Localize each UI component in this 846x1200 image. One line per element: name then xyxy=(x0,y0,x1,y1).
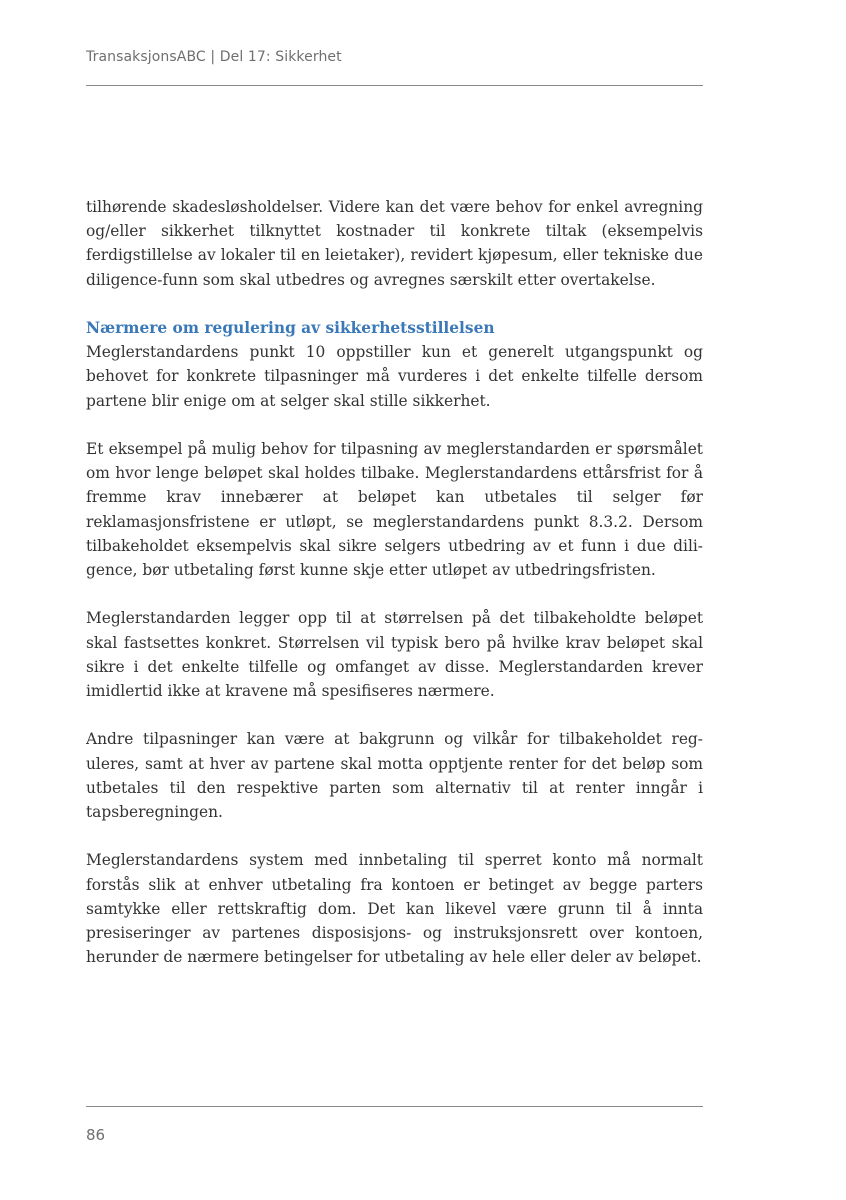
paragraph-1: Meglerstandardens punkt 10 oppstiller kun et generelt utgangspunkt og behovet for konkrete tilpasninger må vurderes i det enkelte tilfelle dersom partene blir enige om at selger skal stille sikkerhet. xyxy=(86,343,703,410)
page-number: 86 xyxy=(86,1126,106,1144)
running-header: TransaksjonsABC | Del 17: Sikkerhet xyxy=(86,49,342,65)
header-divider xyxy=(86,85,703,86)
paragraph-intro: tilhørende skadesløsholdelser. Videre kan det være behov for enkel avregning og/eller sikkerhet tilknyttet kostnader til konkrete tiltak (eksempelvis ferdigstillelse av lokaler til en leietaker), revidert kjøpesum, eller tekniske due diligence-funn som skal utbedres og avregnes særskilt etter overtakelse. xyxy=(86,198,703,289)
paragraph-3: Meglerstandarden legger opp til at størrelsen på det tilbakeholdte beløpet skal fastsettes konkret. Størrelsen vil typisk bero på hvilke krav beløpet skal sikre i det enkelte tilfelle og omfanget av disse. Meglerstandarden krever imidlertid ikke at kravene må spesifiseres nærmere. xyxy=(86,609,703,701)
section-heading: Nærmere om regulering av sikkerhetsstillelsen xyxy=(86,319,495,337)
paragraph-5: Meglerstandardens system med innbetaling til sperret konto må normalt forstås slik at enhver utbetaling fra kontoen er betinget av begge parters samtykke eller rettskraftig dom. Det kan likevel være grunn til å innta presiseringer av partenes disposisjons- og instruksjonsrett over kontoen, herunder de nærmere betingelser for utbetaling av hele eller deler av beløpet. xyxy=(86,851,703,967)
footer-divider xyxy=(86,1106,703,1107)
paragraph-4: Andre tilpasninger kan være at bakgrunn og vilkår for tilbakeholdet reguleres, samt at hver av partene skal motta opptjente renter for det beløp som utbetales til den respektive parten som alternativ til at renter inngår i tapsberegningen. xyxy=(86,730,703,822)
paragraph-2: Et eksempel på mulig behov for tilpasning av meglerstandarden er spørsmålet om hvor lenge beløpet skal holdes tilbake. Meglerstandardens ettårsfrist for å fremme krav innebærer at beløpet kan utbetales til selger før reklamasjonsfristene er utløpt, se meglerstandardens punkt 8.3.2. Dersom tilbakeholdet eksempelvis skal sikre selgers utbedring av et funn i due diligence, bør utbetaling først kunne skje etter utløpet av utbedringsfristen. xyxy=(86,440,703,580)
page-body xyxy=(86,195,703,994)
